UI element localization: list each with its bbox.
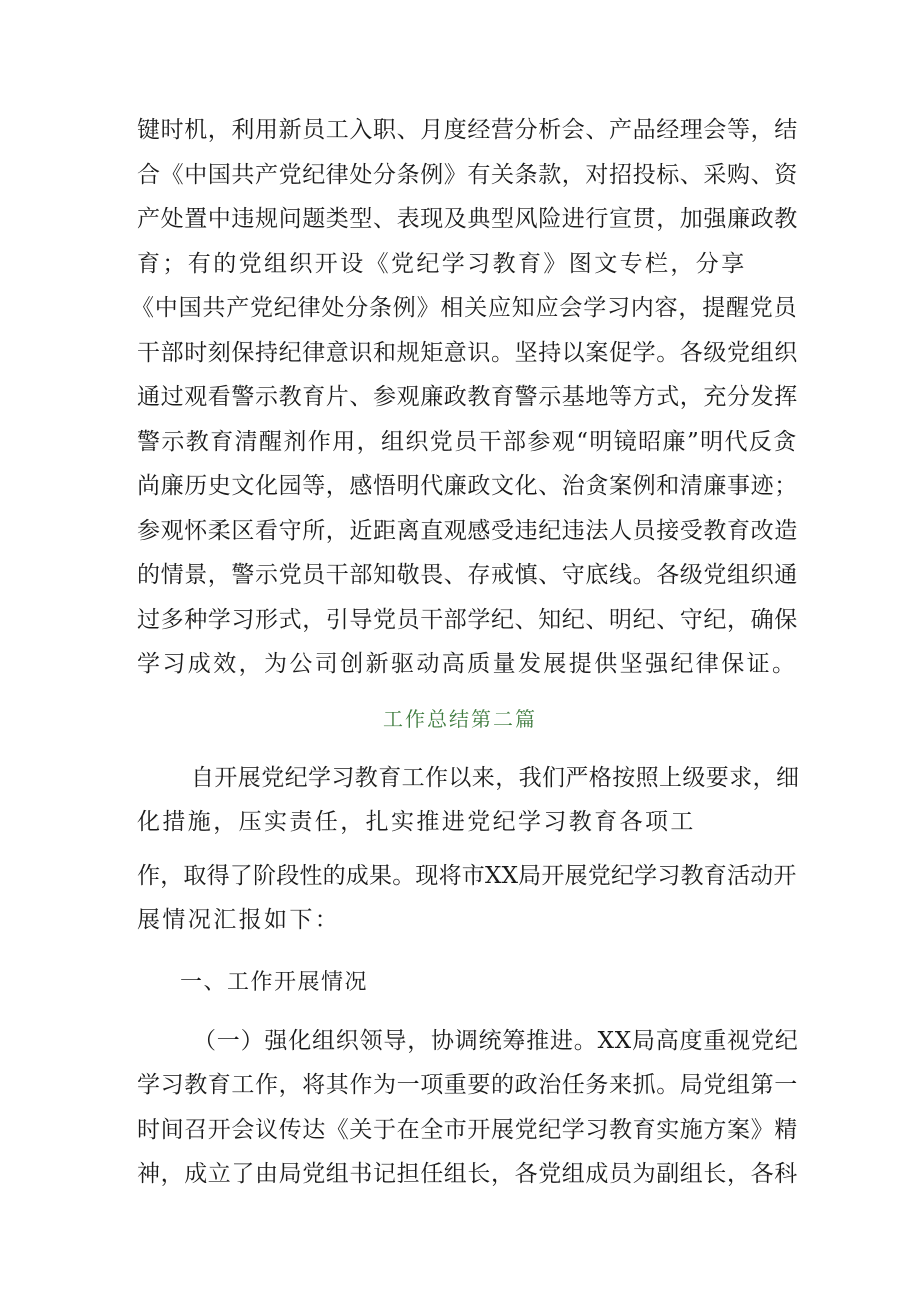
paragraph-line: 展情况汇报如下： <box>137 907 341 933</box>
paragraph-line: 作，取得了阶段性的成果。现将市XX局开展党纪学习教育活动开 <box>137 863 797 889</box>
paragraph-line: 参观怀柔区看守所，近距离直观感受违纪违法人员接受教育改造 <box>137 518 798 544</box>
paragraph-line: 的情景，警示党员干部知敬畏、存戒慎、守底线。各级党组织通 <box>137 562 798 588</box>
paragraph-line: 合《中国共产党纪律处分条例》有关条款，对招投标、采购、资 <box>137 162 798 188</box>
section-title: 一、工作开展情况 <box>180 970 369 995</box>
section-heading-green: 工作总结第二篇 <box>383 707 537 731</box>
paragraph-line: 键时机，利用新员工入职、月度经营分析会、产品经理会等，结 <box>137 117 798 143</box>
paragraph-line: 育；有的党组织开设《党纪学习教育》图文专栏，分享 <box>137 251 747 277</box>
paragraph-line: 过多种学习形式，引导党员干部学纪、知纪、明纪、守纪，确保 <box>137 607 798 633</box>
paragraph-line: 警示教育清醒剂作用，组织党员干部参观“明镜昭廉”明代反贪 <box>137 429 798 455</box>
paragraph-line: 产处置中违规问题类型、表现及典型风险进行宣贯，加强廉政教 <box>137 206 798 232</box>
paragraph-line: 干部时刻保持纪律意识和规矩意识。坚持以案促学。各级党组织 <box>137 340 798 366</box>
paragraph-line: 学习成效，为公司创新驱动高质量发展提供坚强纪律保证。 <box>137 651 798 677</box>
paragraph-line: （一）强化组织领导，协调统筹推进。XX局高度重视党纪 <box>193 1028 799 1054</box>
paragraph-line: 《中国共产党纪律处分条例》相关应知应会学习内容，提醒党员 <box>131 295 798 321</box>
paragraph-line: 通过观看警示教育片、参观廉政教育警示基地等方式，充分发挥 <box>137 384 798 410</box>
paragraph-line: 化措施，压实责任，扎实推进党纪学习教育各项工 <box>137 809 696 835</box>
paragraph-line: 神，成立了由局党组书记担任组长，各党组成员为副组长，各科 <box>137 1161 798 1187</box>
paragraph-line: 自开展党纪学习教育工作以来，我们严格按照上级要求，细 <box>191 765 800 791</box>
paragraph-line: 时间召开会议传达《关于在全市开展党纪学习教育实施方案》精 <box>137 1117 798 1143</box>
paragraph-line: 学习教育工作，将其作为一项重要的政治任务来抓。局党组第一 <box>137 1072 798 1098</box>
paragraph-line: 尚廉历史文化园等，感悟明代廉政文化、治贪案例和清廉事迹； <box>137 473 798 499</box>
